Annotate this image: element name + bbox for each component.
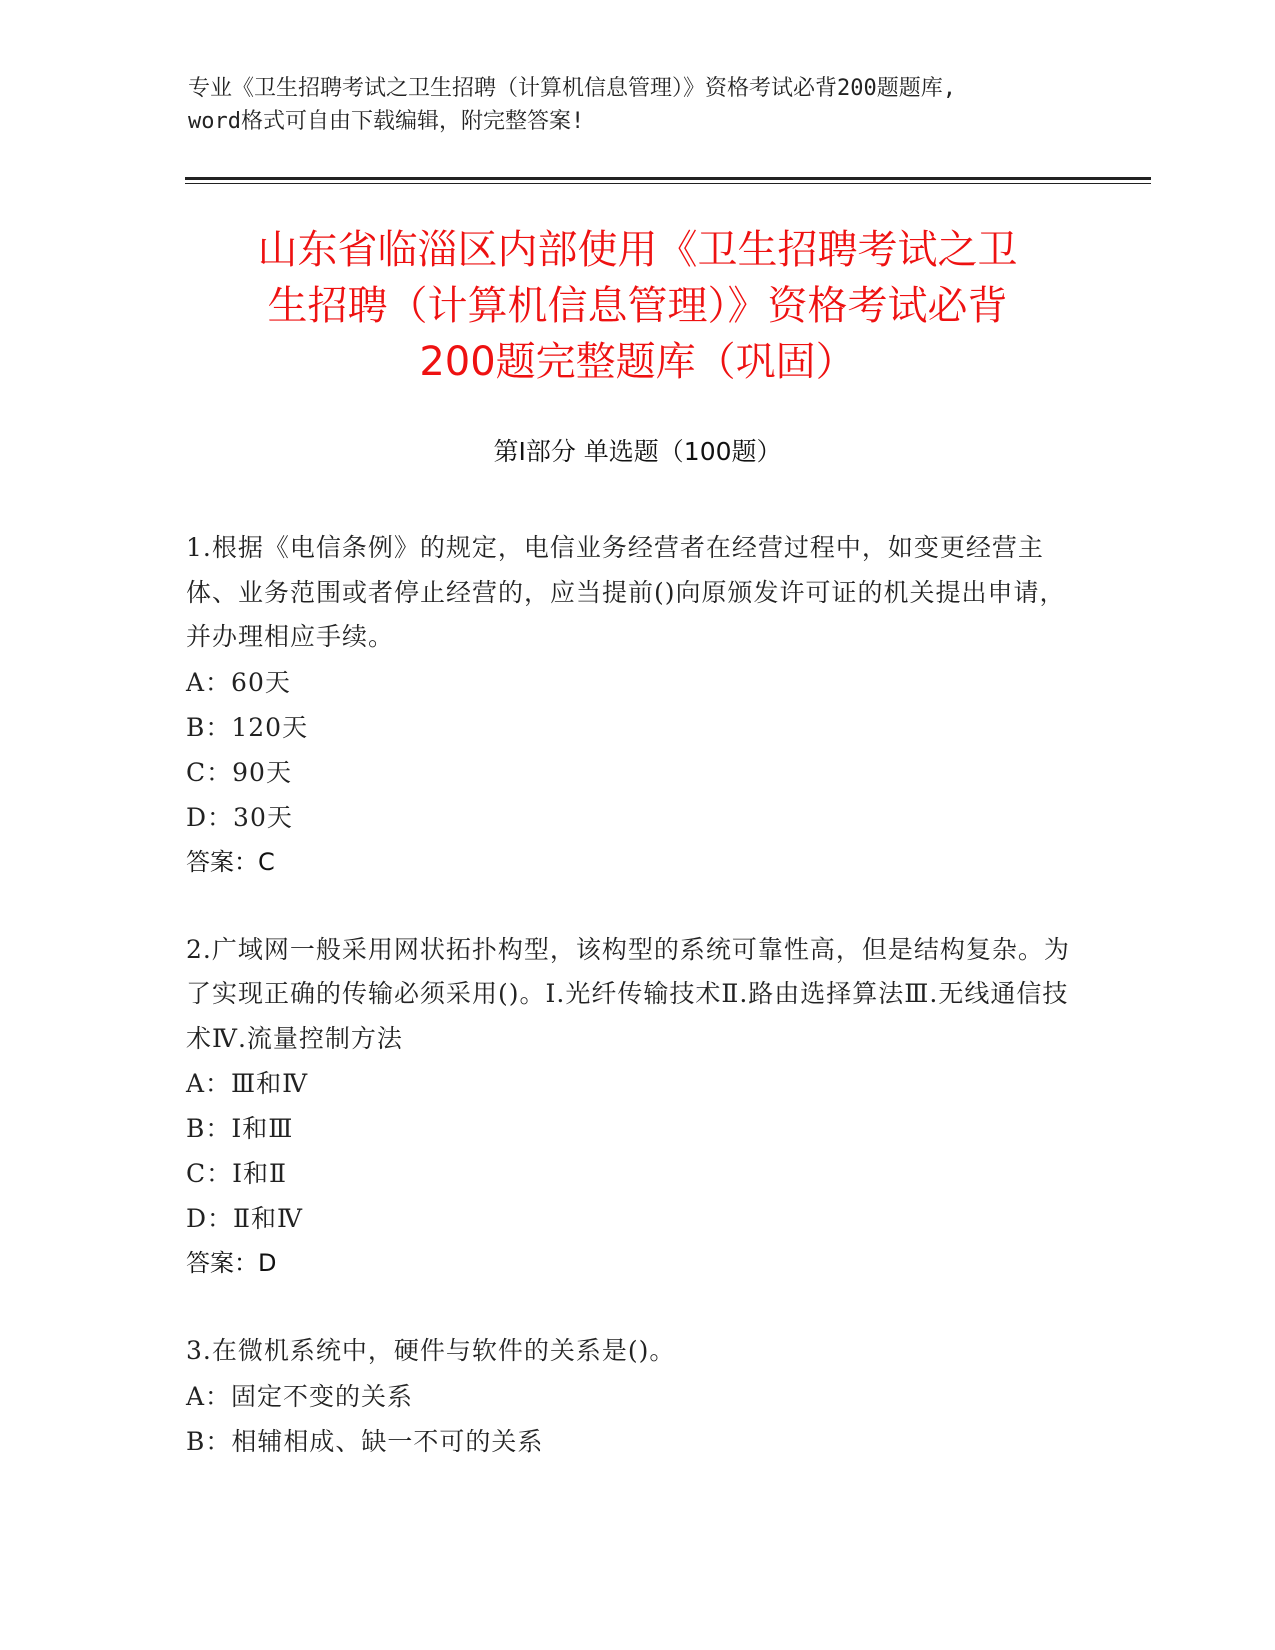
header-note (188, 72, 1088, 138)
option-c: C：90天 (186, 757, 292, 787)
document-title-line-3: 200题完整题库（巩固） (419, 339, 856, 385)
header-divider-thin (185, 183, 1151, 184)
section-title: 第I部分 单选题（100题） (493, 437, 782, 466)
option-b: B：120天 (186, 712, 309, 742)
option-b: B：相辅相成、缺一不可的关系 (186, 1426, 544, 1456)
option-d: D：30天 (186, 802, 293, 832)
header-divider-thick (185, 177, 1151, 180)
question-2 (186, 928, 1071, 1287)
document-title-line-1: 山东省临淄区内部使用《卫生招聘考试之卫 (257, 227, 1018, 273)
option-c: C：Ⅰ和Ⅱ (186, 1159, 287, 1188)
header-note-line-1: 专业《卫生招聘考试之卫生招聘（计算机信息管理）》资格考试必背200题题库, (188, 76, 956, 101)
question-stem: 1.根据《电信条例》的规定，电信业务经营者在经营过程中，如变更经营主体、业务范围或者停止经营的，应当提前()向原颁发许可证的机关提出申请，并办理相应手续。 (186, 533, 1066, 651)
option-a: A：Ⅲ和Ⅳ (186, 1069, 309, 1098)
document-title-line-2: 生招聘（计算机信息管理）》资格考试必背 (267, 283, 1008, 329)
option-d: D：Ⅱ和Ⅳ (186, 1204, 304, 1233)
question-stem: 3.在微机系统中，硬件与软件的关系是()。 (186, 1336, 676, 1365)
header-note-line-2: word格式可自由下载编辑，附完整答案! (188, 109, 585, 134)
answer: 答案：C (186, 847, 275, 876)
question-stem: 2.广域网一般采用网状拓扑构型，该构型的系统可靠性高，但是结构复杂。为了实现正确的传输必须采用()。Ⅰ.光纤传输技术Ⅱ.路由选择算法Ⅲ.无线通信技术Ⅳ.流量控制方法 (186, 934, 1070, 1053)
option-a: A：60天 (186, 667, 291, 697)
question-1 (186, 526, 1071, 885)
option-a: A：固定不变的关系 (186, 1381, 414, 1411)
option-b: B：Ⅰ和Ⅲ (186, 1114, 294, 1143)
question-3 (186, 1329, 1071, 1464)
answer: 答案：D (186, 1249, 277, 1277)
document-title (180, 222, 1095, 390)
question-list (186, 526, 1071, 1507)
